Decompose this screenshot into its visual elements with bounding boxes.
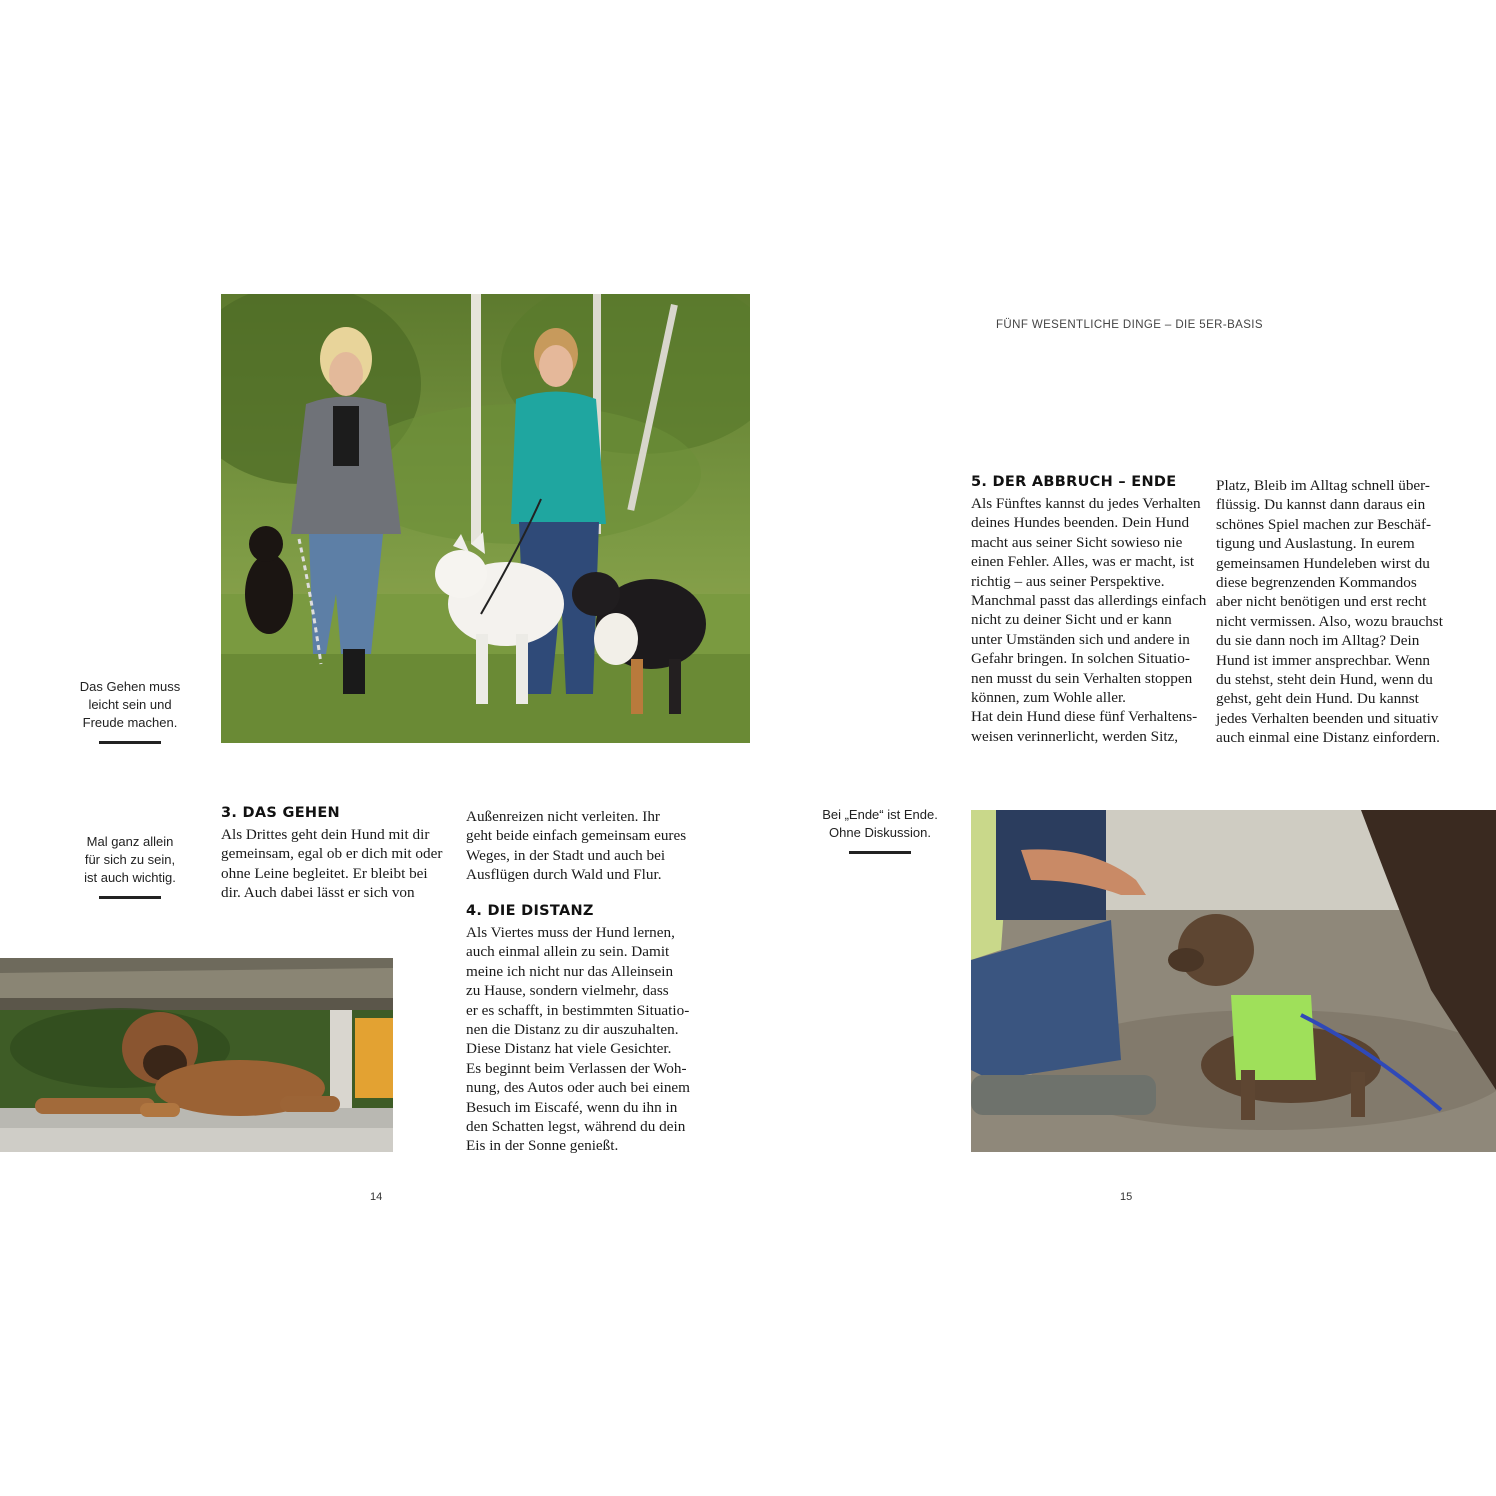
photo-puppy-under-table xyxy=(0,958,393,1152)
caption-walking-text: Das Gehen muss leicht sein und Freude machen. xyxy=(79,679,181,730)
page-number-right: 15 xyxy=(1120,1191,1133,1203)
abbruch-text-col2: Platz, Bleib im Alltag schnell über- flüssig. Du kannst dann daraus ein schönes Spiel machen zur Beschäf- tigung und Auslastung. In eurem gemeinsamen Hundeleben wirst du diese begrenzenden Kommandos aber nicht benötigen und erst recht nicht vermissen. Also, wozu brauchst du sie dann noch im Alltag? Dein Hund ist immer ansprechbar. Wenn du stehst, steht dein Hund, wenn du gehst, geht dein Hund. Du kannst jedes Verhalten beenden und situativ auch einmal eine Distanz einfordern. xyxy=(1216,477,1443,747)
abbruch-text-col1: Als Fünftes kannst du jedes Verhalten deines Hundes beenden. Dein Hund macht aus seiner Sicht sowieso nie einen Fehler. Alles, was er macht, ist richtig – aus seiner Perspektive. Manchmal passt das allerdings einfach nicht zu deiner Sicht und er kann unter Umständen sich und andere in Gefahr bringen. In solchen Situatio- nen musst du sein Verhalten stoppen können, zum Wohle aller. Hat dein Hund diese fünf Verhaltens- weisen verinnerlicht, werden Sitz, xyxy=(971,495,1207,745)
running-head: FÜNF WESENTLICHE DINGE – DIE 5ER-BASIS xyxy=(996,319,1263,331)
distanz-text: Als Viertes muss der Hund lernen, auch einmal allein zu sein. Damit meine ich nicht nur das Alleinsein zu Hause, sondern vielmehr, dass er es schafft, in bestimmten Situatio- nen die Distanz zu dir auszuhalten. Diese Distanz hat viele Gesichter. Es beginnt beim Verlassen der Woh- nung, des Autos oder auch bei einem Besuch im Eiscafé, wenn du ihn in den Schatten legst, während du dein Eis in der Sonne genießt. xyxy=(466,924,690,1155)
section-gehen xyxy=(221,804,456,903)
caption-alone-text: Mal ganz allein für sich zu sein, ist auch wichtig. xyxy=(84,834,176,885)
caption-walking xyxy=(62,678,198,744)
caption-rule xyxy=(99,896,161,899)
caption-alone xyxy=(62,833,198,899)
heading-distanz: 4. DIE DISTANZ xyxy=(466,903,594,919)
page-number-left: 14 xyxy=(370,1191,383,1203)
section-abbruch-continued xyxy=(1216,476,1456,748)
section-abbruch xyxy=(971,473,1209,746)
caption-rule xyxy=(99,741,161,744)
caption-ende-text: Bei „Ende“ ist Ende. Ohne Diskussion. xyxy=(822,807,938,840)
photo-women-walking-dogs xyxy=(221,294,750,743)
section-distanz xyxy=(466,902,706,1156)
heading-abbruch: 5. DER ABBRUCH – ENDE xyxy=(971,474,1177,490)
heading-gehen: 3. DAS GEHEN xyxy=(221,805,340,821)
gehen-text-col1: Als Drittes geht dein Hund mit dir gemeinsam, egal ob er dich mit oder ohne Leine begleitet. Er bleibt bei dir. Auch dabei lässt er sich von xyxy=(221,826,443,902)
photo-dachshund-training xyxy=(971,810,1496,1152)
section-gehen-continued xyxy=(466,807,706,885)
gehen-text-col2: Außenreizen nicht verleiten. Ihr geht beide einfach gemeinsam eures Weges, in der Stadt und auch bei Ausflügen durch Wald und Flur. xyxy=(466,808,687,884)
caption-rule xyxy=(849,851,911,854)
caption-ende xyxy=(800,806,960,854)
